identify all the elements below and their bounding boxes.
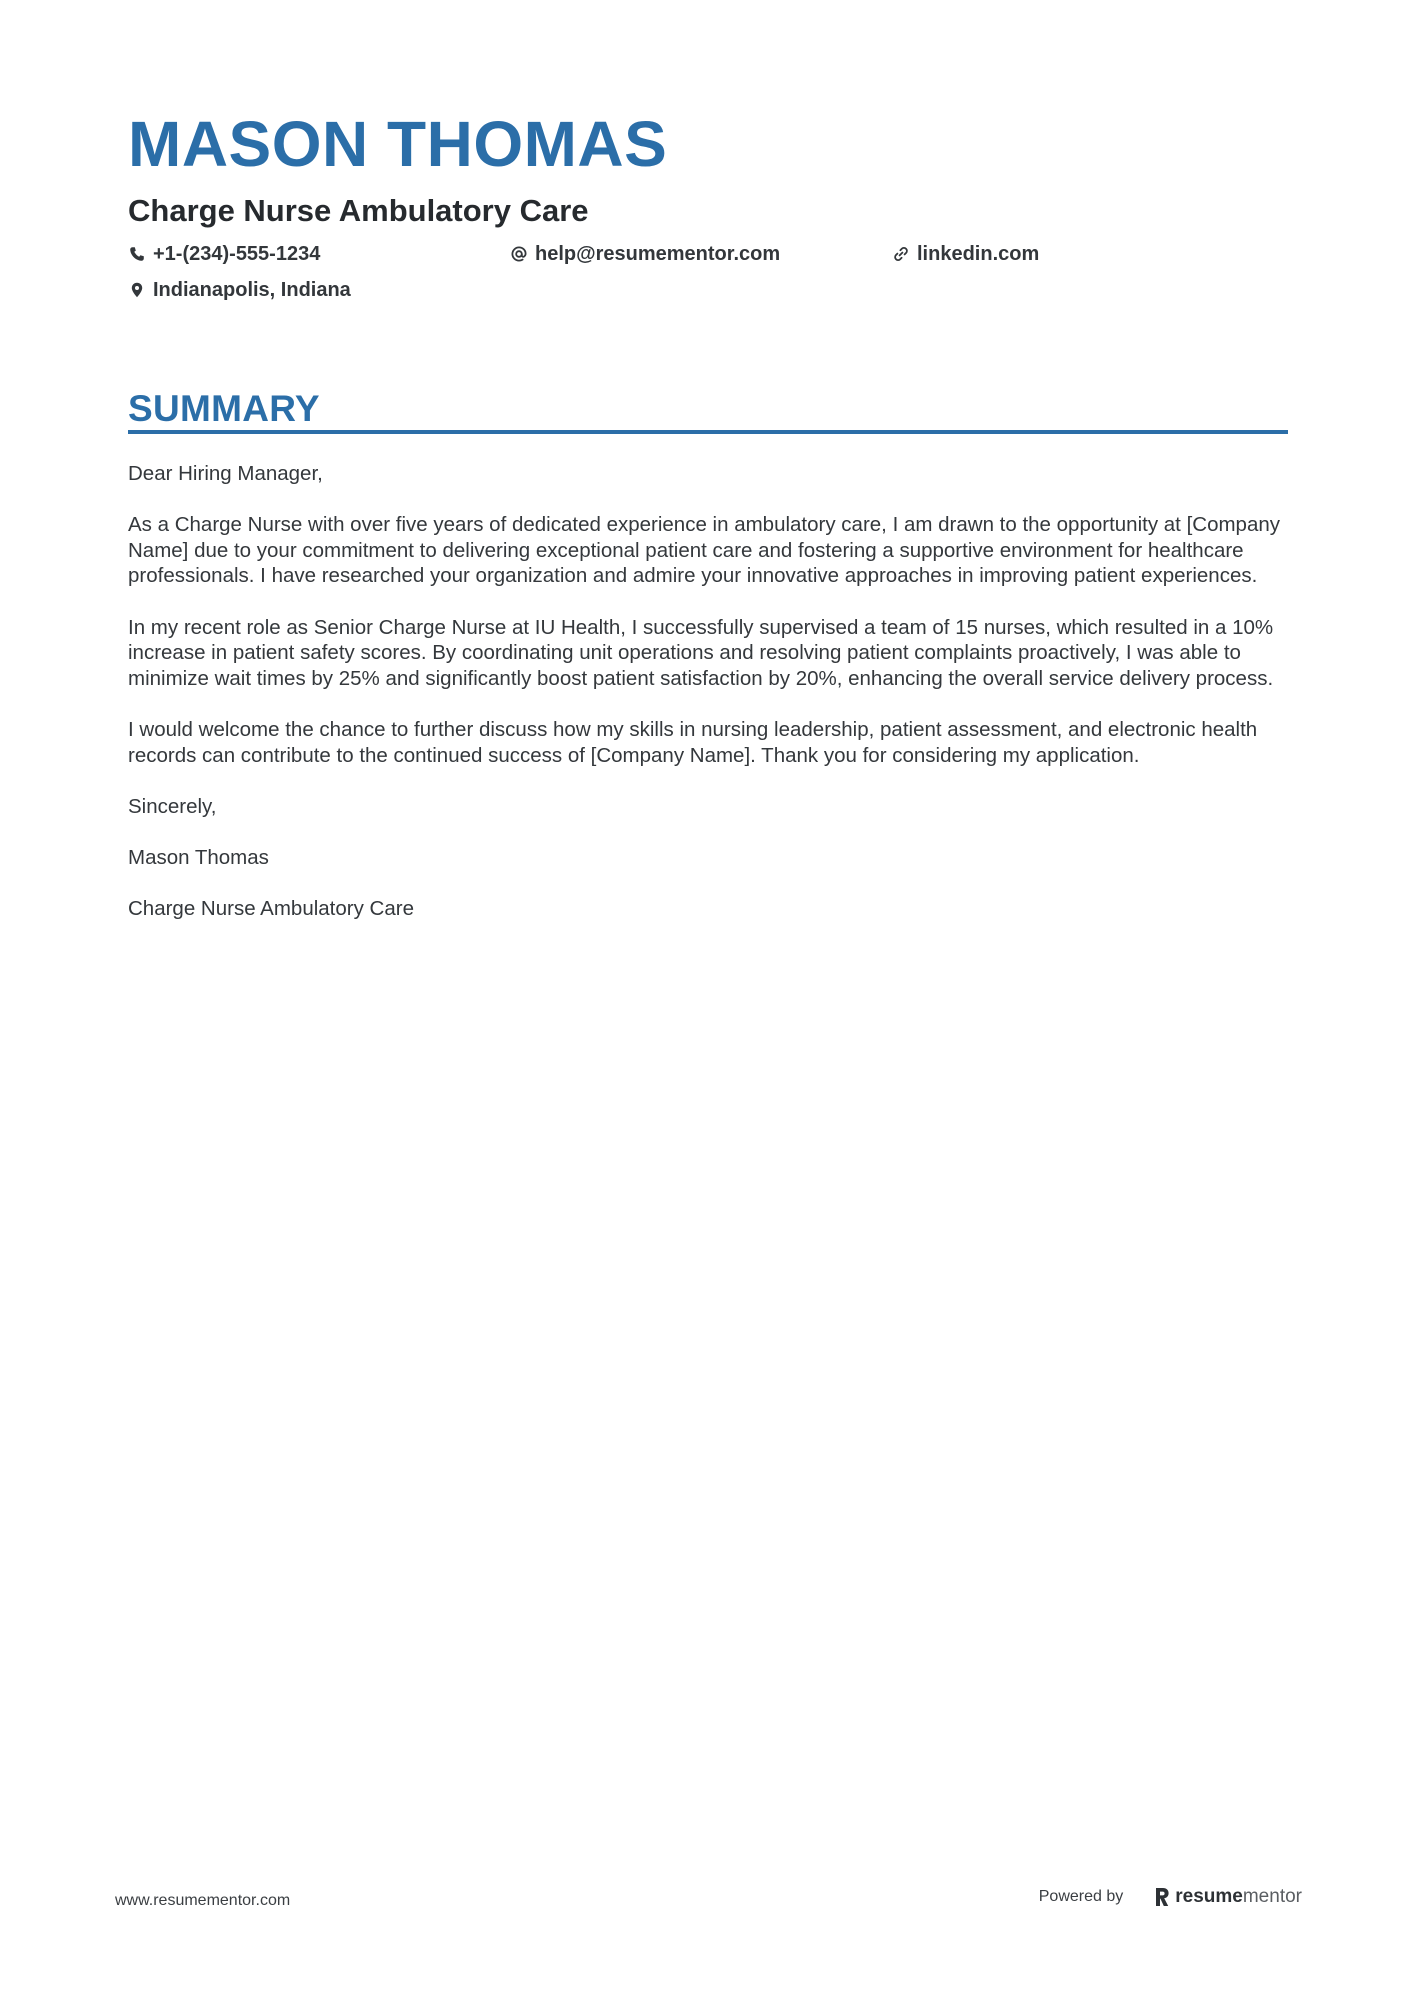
contact-website[interactable] [892, 241, 1039, 267]
closing: Sincerely, [128, 794, 217, 818]
phone-text: +1-(234)-555-1234 [153, 243, 321, 265]
section-divider [128, 430, 1288, 434]
email-text: help@resumementor.com [535, 243, 781, 265]
contact-phone [128, 241, 320, 267]
salutation: Dear Hiring Manager, [128, 462, 323, 485]
map-pin-icon [128, 281, 146, 299]
footer-powered-by [1039, 1886, 1302, 1908]
brand-name-part1: resume [1175, 1886, 1243, 1907]
footer-website-link[interactable]: www.resumementor.com [115, 1892, 291, 1909]
resumementor-logo-icon [1153, 1886, 1171, 1908]
letter-paragraph: As a Charge Nurse with over five years of dedicated experience in ambulatory care, I am drawn to the opportunity at [Company Name] due to your commitment to delivering exceptional patient care and fostering a supportive environment for healthcare professionals. I have researched your organization and admire your innovative approaches in improving patient experiences. [128, 513, 1281, 588]
contact-location [128, 277, 351, 303]
phone-icon [128, 245, 146, 263]
brand-logo[interactable] [1153, 1886, 1302, 1908]
candidate-job-title: Charge Nurse Ambulatory Care [128, 193, 589, 228]
location-text: Indianapolis, Indiana [153, 279, 351, 301]
signature-title: Charge Nurse Ambulatory Care [128, 897, 414, 921]
contact-email[interactable] [510, 241, 780, 267]
letter-paragraph: I would welcome the chance to further discuss how my skills in nursing leadership, patient assessment, and electronic health records can contribute to the continued success of [Company Name]. Thank you for considering my application. [128, 717, 1258, 767]
website-text: linkedin.com [917, 243, 1040, 265]
at-icon [510, 245, 528, 263]
signature-name: Mason Thomas [128, 845, 269, 869]
letter-body [128, 461, 1293, 947]
link-icon [892, 245, 910, 263]
letter-paragraph: In my recent role as Senior Charge Nurse at IU Health, I successfully supervised a team of 15 nurses, which resulted in a 10% increase in patient safety scores. By coordinating unit operations and resolving patient complaints proactively, I was able to minimize wait times by 25% and significantly boost patient satisfaction by 20%, enhancing the overall service delivery process. [128, 615, 1274, 690]
powered-by-label: Powered by [1038, 1888, 1124, 1905]
candidate-name: MASON THOMAS [128, 108, 668, 180]
brand-name-part2: mentor [1242, 1886, 1302, 1907]
summary-heading: SUMMARY [128, 388, 320, 429]
